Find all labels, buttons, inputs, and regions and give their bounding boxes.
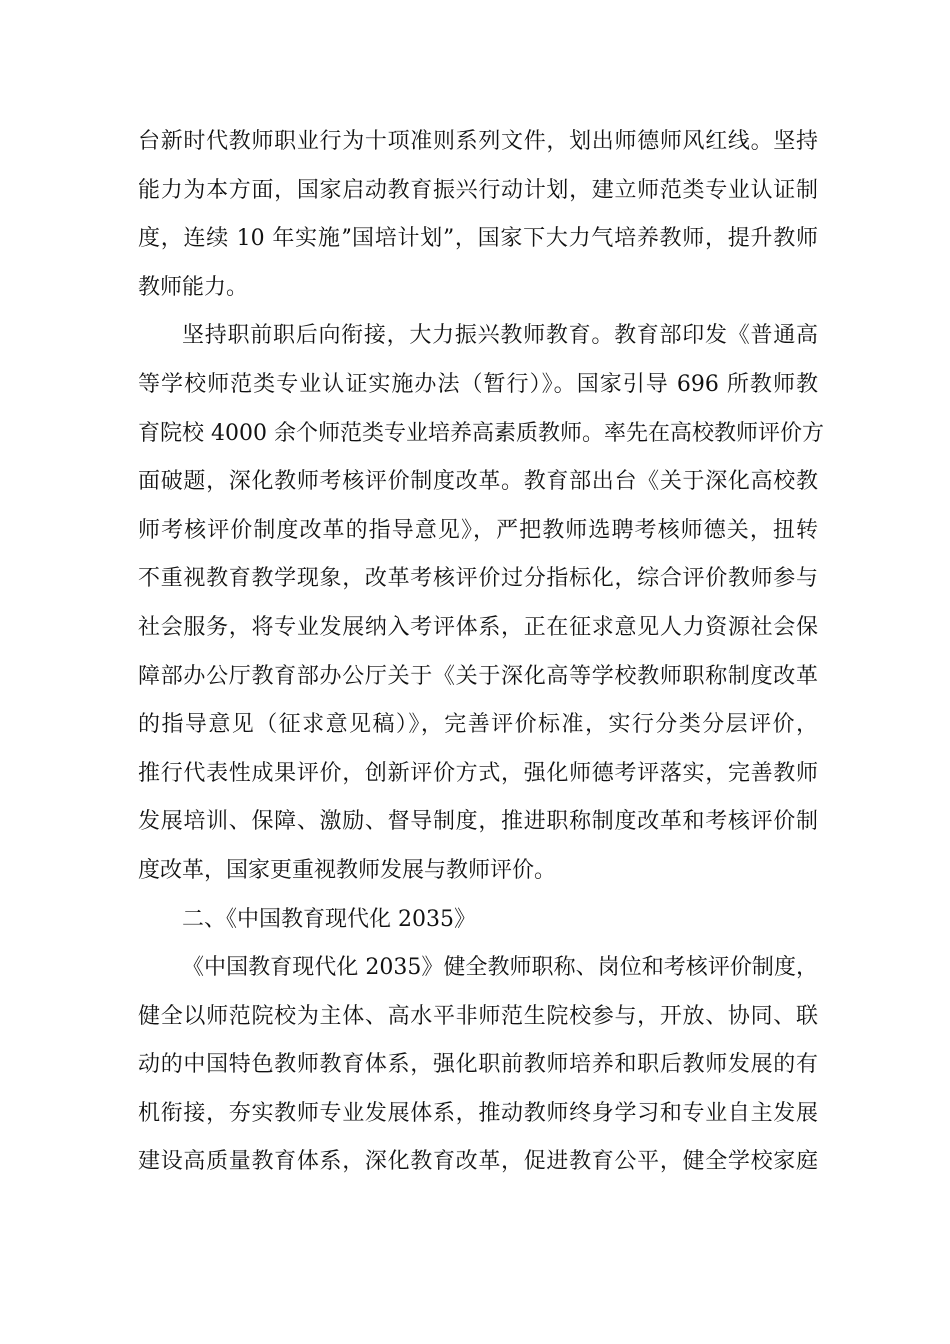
text-line: 发展培训、保障、激励、督导制度，推进职称制度改革和考核评价制: [138, 809, 818, 835]
text-line: 社会服务，将专业发展纳入考评体系，正在征求意见人力资源社会保: [138, 614, 818, 640]
text-line: 推行代表性成果评价，创新评价方式，强化师德考评落实，完善教师: [138, 760, 818, 786]
document-body: [138, 118, 824, 1187]
text-line: 台新时代教师职业行为十项准则系列文件，划出师德师风红线。坚持: [138, 129, 818, 154]
text-line: 育院校 4000 余个师范类专业培养高素质教师。率先在高校教师评价方: [138, 420, 824, 446]
text-line: 面破题，深化教师考核评价制度改革。教育部出台《关于深化高校教: [138, 469, 818, 495]
text-line: 建设高质量教育体系，深化教育改革，促进教育公平，健全学校家庭: [138, 1149, 818, 1175]
text-line: 坚持职前职后向衔接，大力振兴教师教育。教育部印发《普通高: [182, 323, 818, 349]
text-line: 机衔接，夯实教师专业发展体系，推动教师终身学习和专业自主发展: [138, 1100, 818, 1126]
text-line: 的指导意见（征求意见稿）》，完善评价标准，实行分类分层评价，: [138, 712, 818, 738]
section-heading: [138, 896, 818, 945]
text-line: 师考核评价制度改革的指导意见》，严把教师选聘考核师德关，扭转: [138, 517, 818, 543]
text-line: 能力为本方面，国家启动教育振兴行动计划，建立师范类专业认证制: [138, 177, 818, 203]
heading-line: 二、《中国教育现代化 2035》: [182, 906, 476, 932]
text-line: 障部办公厅教育部办公厅关于《关于深化高等学校教师职称制度改革: [138, 663, 818, 689]
paragraph-1: [138, 118, 818, 312]
paragraph-3: [138, 944, 818, 1187]
text-line: 《中国教育现代化 2035》健全教师职称、岗位和考核评价制度，: [182, 955, 818, 981]
text-line: 健全以师范院校为主体、高水平非师范生院校参与，开放、协同、联: [138, 1003, 818, 1029]
text-line: 度改革，国家更重视教师发展与教师评价。: [138, 857, 557, 883]
text-line: 动的中国特色教师教育体系，强化职前教师培养和职后教师发展的有: [138, 1052, 818, 1078]
text-line: 不重视教育教学现象，改革考核评价过分指标化，综合评价教师参与: [138, 566, 818, 592]
text-line: 等学校师范类专业认证实施办法（暂行）》。国家引导 696 所教师教: [138, 371, 818, 397]
paragraph-2: [138, 312, 824, 895]
text-line: 教师能力。: [138, 274, 249, 300]
text-line: 度，连续 10 年实施ˮ国培计划”，国家下大力气培养教师，提升教师: [138, 226, 818, 252]
